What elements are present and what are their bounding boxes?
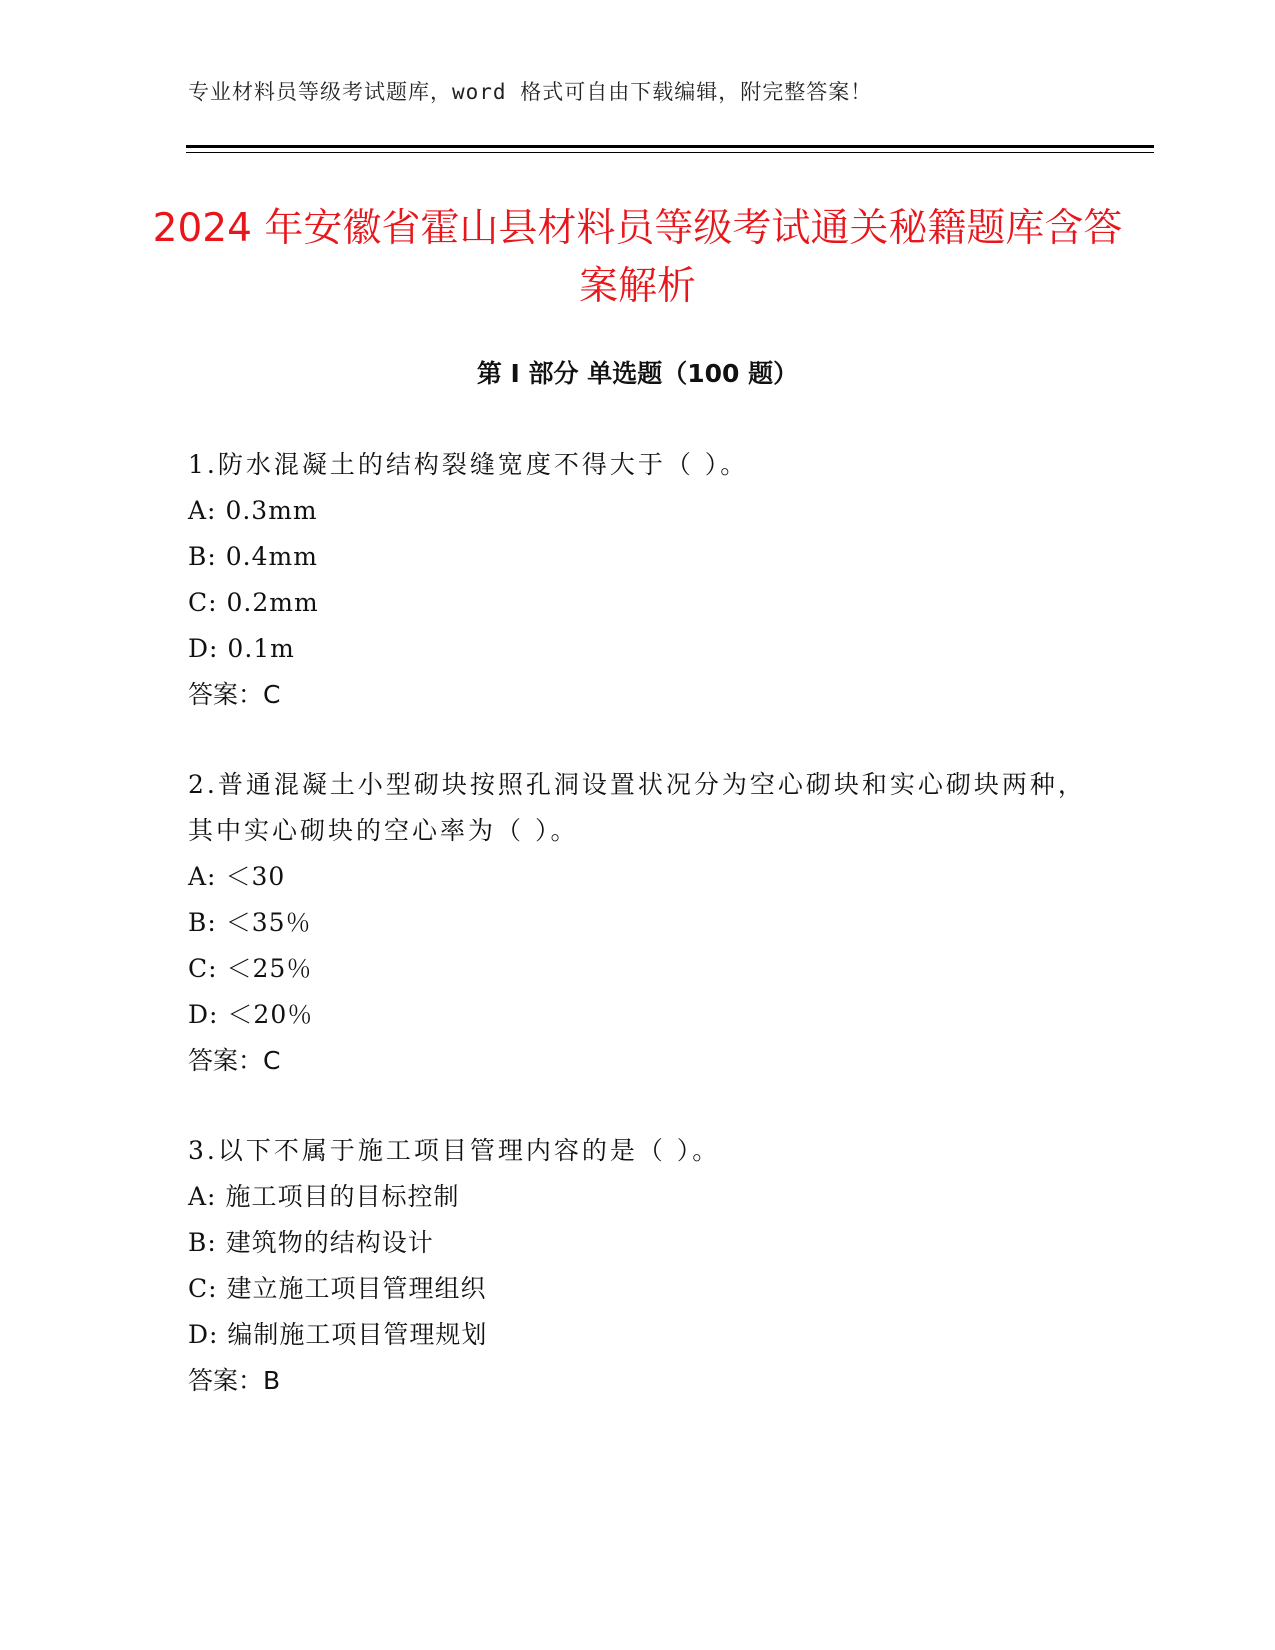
answer: 答案：B <box>188 1366 281 1395</box>
header-rule-thin <box>186 152 1154 153</box>
option-label: B: <box>188 542 217 571</box>
option-a <box>188 854 1088 900</box>
option-label: C: <box>188 954 218 983</box>
option-label: A: <box>188 496 217 525</box>
option-label: A: <box>188 862 217 891</box>
section-title: 第 I 部分 单选题（100 题） <box>476 359 799 388</box>
option-d <box>188 992 1088 1038</box>
option-label: B: <box>188 908 217 937</box>
option-label: A: <box>188 1182 217 1211</box>
option-c <box>188 946 1088 992</box>
option-d <box>188 1312 1088 1358</box>
option-label: C: <box>188 588 218 617</box>
option-label: C: <box>188 1274 218 1303</box>
option-a <box>188 1174 1088 1220</box>
question-stem: 2.普通混凝土小型砌块按照孔洞设置状况分为空心砌块和实心砌块两种，其中实心砌块的空心率为（ ）。 <box>188 770 1086 845</box>
header-rule-thick <box>186 145 1154 148</box>
option-text: 0.3mm <box>225 496 318 525</box>
option-b <box>188 1220 1088 1266</box>
option-label: B: <box>188 1228 217 1257</box>
option-a <box>188 488 1088 534</box>
option-label: D: <box>188 1320 219 1349</box>
option-text: 0.1m <box>227 634 295 663</box>
option-text: ＜25％ <box>226 954 313 983</box>
option-d <box>188 626 1088 672</box>
option-text: 0.4mm <box>225 542 318 571</box>
option-b <box>188 900 1088 946</box>
document-title: 2024 年安徽省霍山县材料员等级考试通关秘籍题库含答案解析 <box>152 206 1123 309</box>
option-text: 建筑物的结构设计 <box>225 1228 434 1257</box>
question-3 <box>188 1128 1088 1404</box>
option-text: 施工项目的目标控制 <box>225 1182 460 1211</box>
option-text: 建立施工项目管理组织 <box>226 1274 487 1303</box>
answer: 答案：C <box>188 680 281 709</box>
question-stem: 1.防水混凝土的结构裂缝宽度不得大于（ ）。 <box>188 450 749 479</box>
option-c <box>188 580 1088 626</box>
question-2 <box>188 762 1088 1084</box>
option-text: ＜20％ <box>227 1000 314 1029</box>
option-text: ＜35％ <box>225 908 312 937</box>
option-c <box>188 1266 1088 1312</box>
page-header-note: 专业材料员等级考试题库，word 格式可自由下载编辑，附完整答案！ <box>188 80 873 104</box>
option-b <box>188 534 1088 580</box>
question-1 <box>188 442 1088 718</box>
option-text: 编制施工项目管理规划 <box>227 1320 488 1349</box>
option-label: D: <box>188 1000 219 1029</box>
question-list <box>188 442 1088 1448</box>
option-label: D: <box>188 634 219 663</box>
option-text: 0.2mm <box>226 588 319 617</box>
answer: 答案：C <box>188 1046 281 1075</box>
question-stem: 3.以下不属于施工项目管理内容的是（ ）。 <box>188 1136 721 1165</box>
option-text: ＜30 <box>225 862 286 891</box>
